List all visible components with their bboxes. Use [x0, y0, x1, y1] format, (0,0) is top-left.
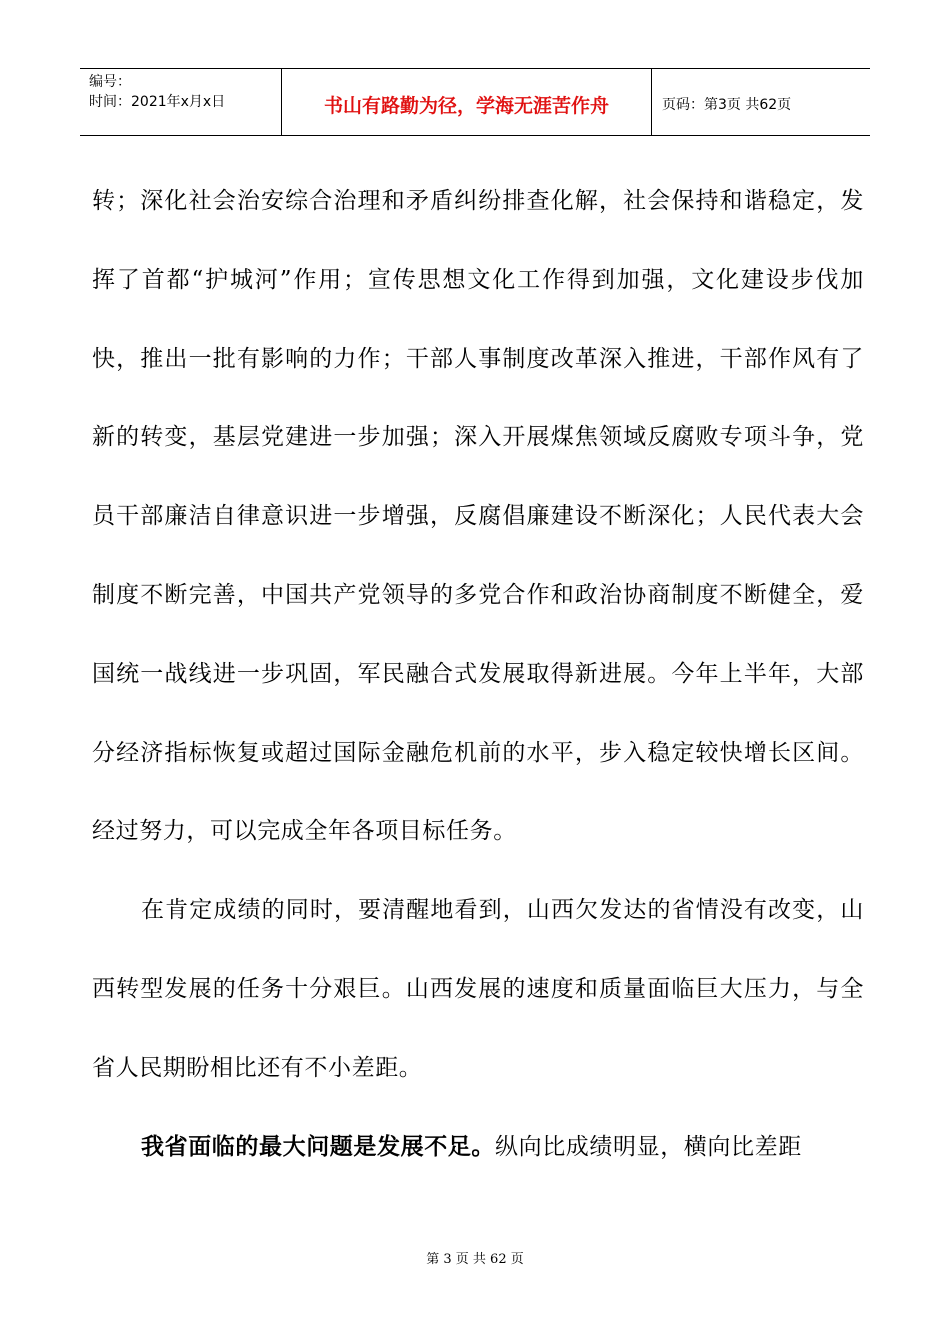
page-footer: 第 3 页 共 62 页: [426, 1252, 524, 1267]
header-meta-cell: [80, 69, 282, 135]
paragraph: [92, 1108, 864, 1187]
page-header: [80, 68, 870, 136]
document-time-label: 时间：2021年x月x日: [89, 94, 226, 110]
document-number-label: 编号：: [89, 74, 131, 90]
paragraph-bold-lead: 我省面临的最大问题是发展不足。: [141, 1132, 495, 1160]
paragraph: 转；深化社会治安综合治理和矛盾纠纷排查化解，社会保持和谐稳定，发挥了首都“护城河”作用；宣传思想文化工作得到加强，文化建设步伐加快，推出一批有影响的力作；干部人事制度改革深入推进，干部作风有了新的转变，基层党建进一步加强；深入开展煤焦领域反腐败专项斗争，党员干部廉洁自律意识进一步增强，反腐倡廉建设不断深化；人民代表大会制度不断完善，中国共产党领导的多党合作和政治协商制度不断健全，爱国统一战线进一步巩固，军民融合式发展取得新进展。今年上半年，大部分经济指标恢复或超过国际金融危机前的水平，步入稳定较快增长区间。经过努力，可以完成全年各项目标任务。: [92, 188, 864, 845]
header-page-number: 页码：第3页 共62页: [662, 97, 792, 113]
document-body: [92, 162, 864, 1186]
paragraph: 在肯定成绩的同时，要清醒地看到，山西欠发达的省情没有改变，山西转型发展的任务十分艰巨。山西发展的速度和质量面临巨大压力，与全省人民期盼相比还有不小差距。: [92, 897, 864, 1081]
paragraph-continuation: 纵向比成绩明显，横向比差距: [495, 1133, 802, 1160]
header-motto: 书山有路勤为径，学海无涯苦作舟: [282, 69, 652, 135]
